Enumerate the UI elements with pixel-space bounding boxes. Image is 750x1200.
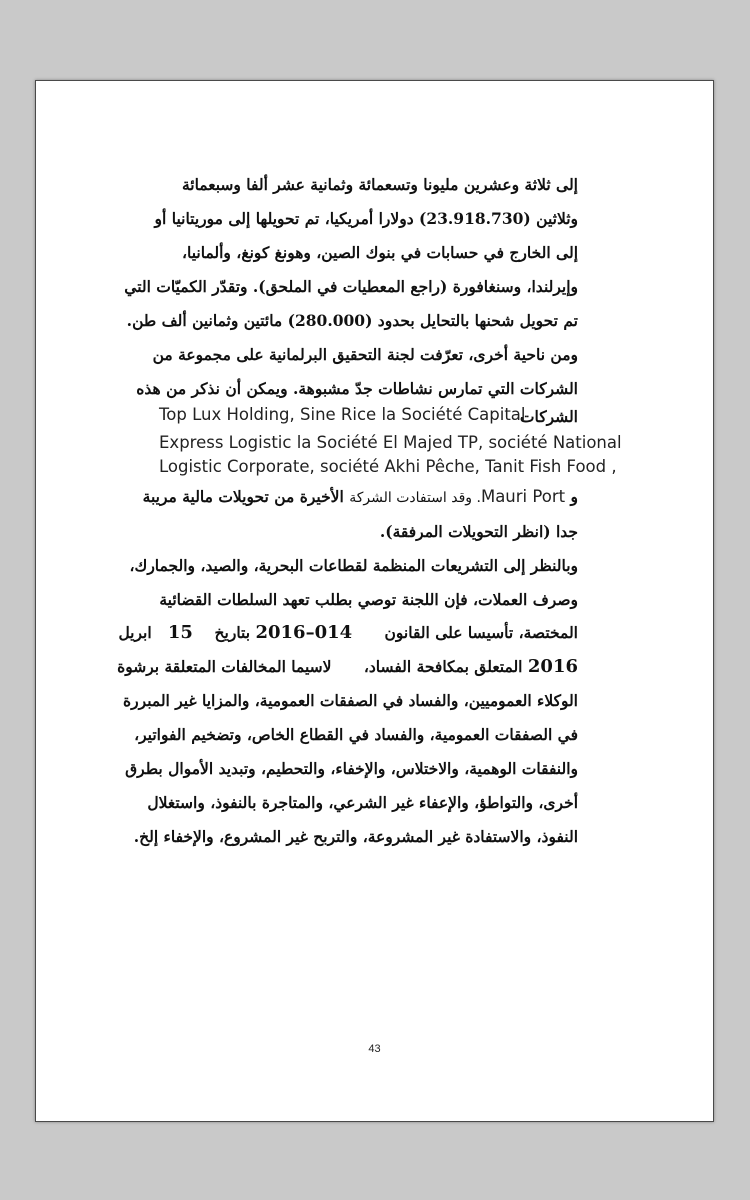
companies-intro: الشركات [519,407,578,426]
law-number: 2016–014 [255,622,353,643]
page-number: 43 [368,1043,381,1055]
text-line: تم تحويل شحنها بالتحايل بحدود (280.000) مائتين وثمانين ألف طن. [126,311,578,330]
bold-text: الأخيرة من تحويلات مالية مريبة [142,487,344,506]
text-line: النفوذ، والاستفادة غير المشروعة، والتربح غير المشروع، والإخفاء إلخ. [133,827,578,846]
text-line: والنفقات الوهمية، والاختلاس، والإخفاء، والتحطيم، وتبديد الأموال بطرق [125,759,578,778]
law-day: 15 [167,622,193,643]
date-word: بتاريخ [214,623,251,642]
text-line: ومن ناحية أخرى، تعرّفت لجنة التحقيق البرلمانية على مجموعة من [152,345,578,364]
text-line: وبالنظر إلى التشريعات المنظمة لقطاعات البحرية، والصيد، والجمارك، [129,556,578,575]
normal-text: . وقد استفادت الشركة [349,490,481,506]
company-names-line: Top Lux Holding, Sine Rice la Société Capital [159,405,526,424]
company-names-line: Logistic Corporate, société Akhi Pêche, Tanit Fish Food , [159,457,617,476]
text-line: الشركات التي تمارس نشاطات جدّ مشبوهة. ويمكن أن نذكر من هذه [136,379,578,398]
text-line: إلى الخارج في حسابات في بنوك الصين، وهونغ كونغ، وألمانيا، [182,243,578,262]
text-line: وثلاثين (23.918.730) دولارا أمريكيا، تم تحويلها إلى موريتانيا أو [154,209,578,228]
year-rest: لاسيما المخالفات المتعلقة برشوة [117,657,332,676]
law-line [36,622,578,644]
law-month: ابريل [118,623,152,642]
document-page [35,80,714,1122]
and-word: و [570,487,578,506]
text-line: وصرف العملات، فإن اللجنة توصي بطلب تعهد السلطات القضائية [159,590,578,609]
mauri-port-line [36,486,578,509]
mauri-port-name: Mauri Port [480,487,566,506]
text-line: إلى ثلاثة وعشرين مليونا وتسعمائة وثمانية عشر ألفا وسبعمائة [181,175,578,194]
text-line: أخرى، والتواطؤ، والإعفاء غير الشرعي، والمتاجرة بالنفوذ، واستغلال [147,793,578,812]
year-text: المتعلق بمكافحة الفساد، [363,657,523,676]
text-line: جدا (انظر التحويلات المرفقة). [379,522,578,541]
year-line [36,656,578,678]
law-year: 2016 [527,656,578,677]
law-prefix: المختصة، تأسيسا على القانون [384,623,578,642]
text-line: الوكلاء العموميين، والفساد في الصفقات العمومية، والمزايا غير المبررة [123,691,578,710]
text-line: في الصفقات العمومية، والفساد في القطاع الخاص، وتضخيم الفواتير، [134,725,578,744]
text-line: وإيرلندا، وسنغافورة (راجع المعطيات في الملحق). وتقدّر الكميّات التي [124,277,578,296]
company-names-line: Express Logistic la Société El Majed TP, société National [159,433,622,452]
